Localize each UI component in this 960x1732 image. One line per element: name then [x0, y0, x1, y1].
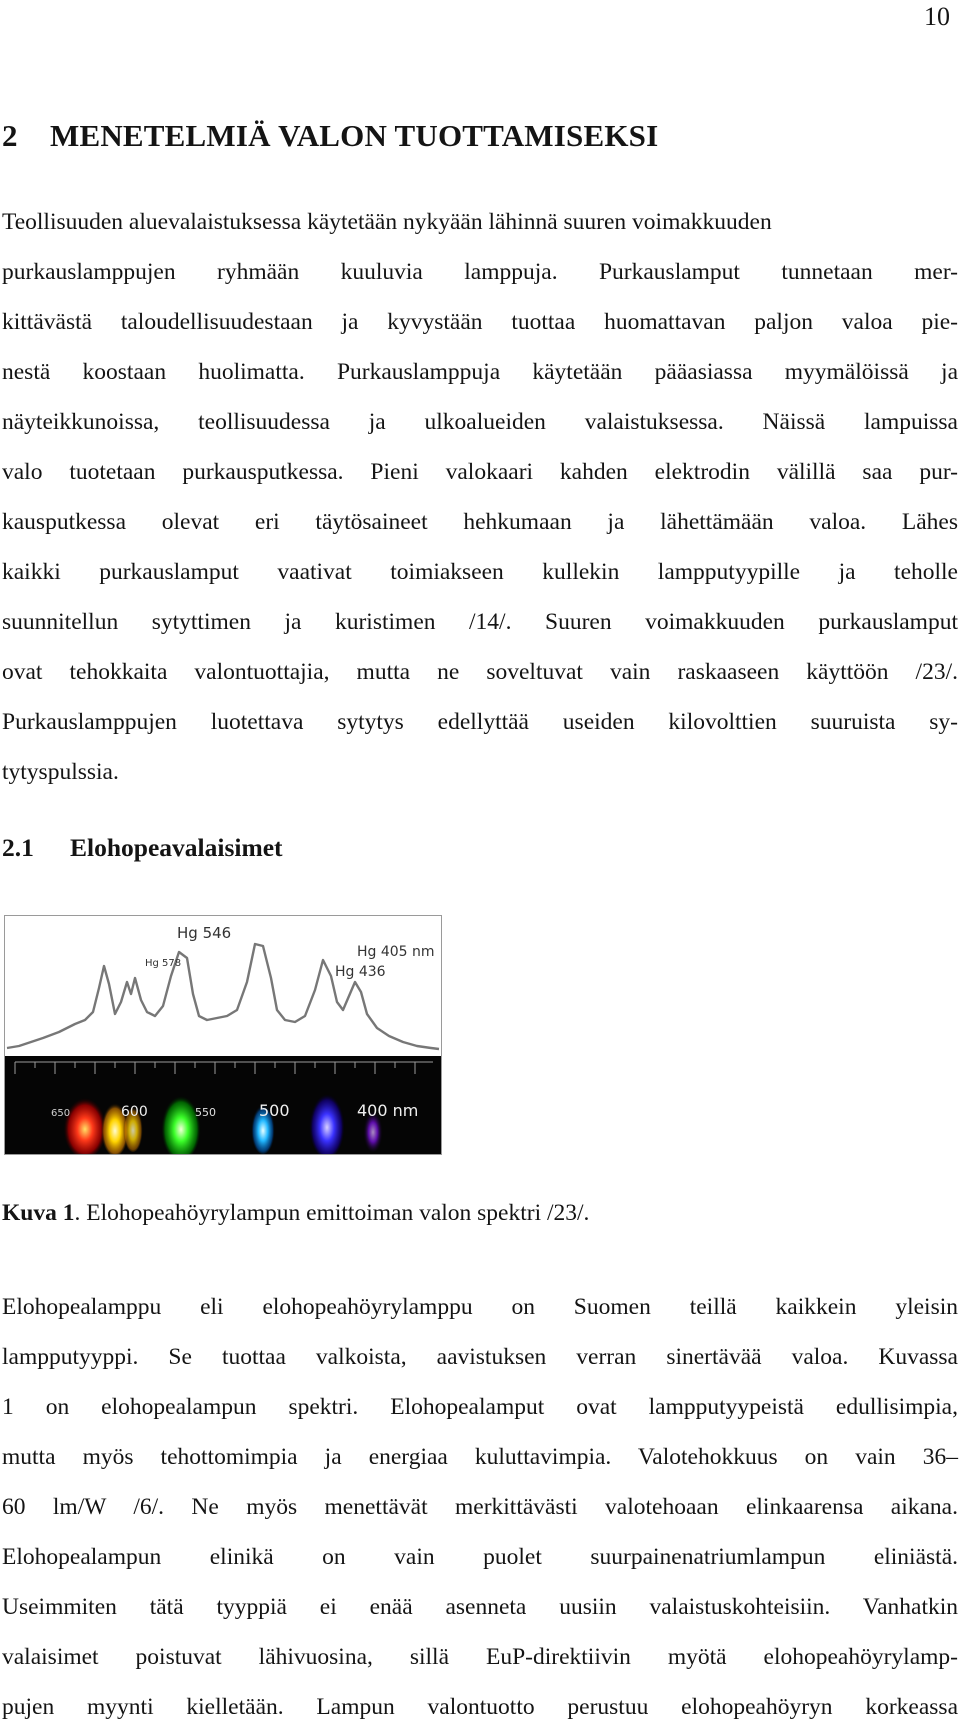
text-line: nestä koostaan huolimatta. Purkauslamppuja käytetään pääasiassa myymälöissä ja	[2, 359, 958, 385]
text-line: purkauslamppujen ryhmään kuuluvia lamppuja. Purkauslamput tunnetaan mer-	[2, 259, 958, 285]
chapter-title: MENETELMIÄ VALON TUOTTAMISEKSI	[50, 118, 659, 153]
text-line: Teollisuuden aluevalaistuksessa käytetään nykyään lähinnä suuren voimakkuuden	[2, 209, 772, 235]
scale-label-650: 650	[51, 1108, 71, 1119]
figure-caption	[2, 1200, 589, 1227]
chapter-heading	[2, 118, 658, 154]
section-title: Elohopeavalaisimet	[70, 833, 283, 862]
text-line: Elohopealampun elinikä on vain puolet suurpainenatriumlampun eliniästä.	[2, 1544, 958, 1570]
text-line: lampputyyppi. Se tuottaa valkoista, aavistuksen verran sinertävää valoa. Kuvassa	[2, 1344, 958, 1370]
text-line: kaikki purkauslamput vaativat toimiakseen kullekin lampputyypille ja teholle	[2, 559, 958, 585]
text-line: tytyspulssia.	[2, 759, 119, 785]
caption-label: Kuva 1	[2, 1200, 75, 1226]
text-line: 60 lm/W /6/. Ne myös menettävät merkittävästi valotehoaan elinkaarensa aikana.	[2, 1494, 958, 1520]
scale-label-550: 550	[195, 1106, 216, 1119]
caption-text: . Elohopeahöyrylampun emittoiman valon spektri /23/.	[74, 1200, 590, 1226]
spectrum-image	[5, 916, 441, 1154]
text-line: ovat tehokkaita valontuottajia, mutta ne soveltuvat vain raskaaseen käyttöön /23/.	[2, 659, 958, 685]
text-line: valo tuotetaan purkausputkessa. Pieni valokaari kahden elektrodin välillä saa pur-	[2, 459, 958, 485]
mercury-spectrum-figure	[4, 915, 442, 1155]
text-line: Elohopealamppu eli elohopeahöyrylamppu on Suomen teillä kaikkein yleisin	[2, 1294, 958, 1320]
peak-label-hg578: Hg 578	[145, 958, 182, 969]
section-number: 2.1	[2, 833, 34, 862]
text-line: Purkauslamppujen luotettava sytytys edellyttää useiden kilovolttien suuruista sy-	[2, 709, 958, 735]
intro-paragraph	[2, 197, 958, 797]
scale-label-500: 500	[259, 1101, 290, 1120]
body-paragraph	[2, 1282, 958, 1732]
text-line: pujen myynti kielletään. Lampun valontuotto perustuu elohopeahöyryn korkeassa	[2, 1694, 958, 1720]
page-number: 10	[924, 2, 950, 31]
scale-label-400nm: 400 nm	[357, 1101, 419, 1120]
section-heading	[2, 833, 283, 863]
chapter-number: 2	[2, 118, 18, 153]
peak-label-hg546: Hg 546	[177, 924, 232, 942]
peak-label-hg405: Hg 405 nm	[357, 944, 435, 960]
text-line: Useimmiten tätä tyyppiä ei enää asenneta uusiin valaistuskohteisiin. Vanhatkin	[2, 1594, 958, 1620]
text-line: näyteikkunoissa, teollisuudessa ja ulkoalueiden valaistuksessa. Näissä lampuissa	[2, 409, 958, 435]
text-line: 1 on elohopealampun spektri. Elohopealamput ovat lampputyypeistä edullisimpia,	[2, 1394, 958, 1420]
scale-label-600: 600	[121, 1104, 148, 1120]
text-line: kausputkessa olevat eri täytösaineet hehkumaan ja lähettämään valoa. Lähes	[2, 509, 958, 535]
text-line: mutta myös tehottomimpia ja energiaa kuluttavimpia. Valotehokkuus on vain 36–	[2, 1444, 958, 1470]
text-line: valaisimet poistuvat lähivuosina, sillä EuP-direktiivin myötä elohopeahöyrylamp-	[2, 1644, 958, 1670]
peak-label-hg436: Hg 436	[335, 964, 386, 980]
text-line: kittävästä taloudellisuudestaan ja kyvystään tuottaa huomattavan paljon valoa pie-	[2, 309, 958, 335]
text-line: suunnitellun sytyttimen ja kuristimen /14/. Suuren voimakkuuden purkauslamput	[2, 609, 958, 635]
